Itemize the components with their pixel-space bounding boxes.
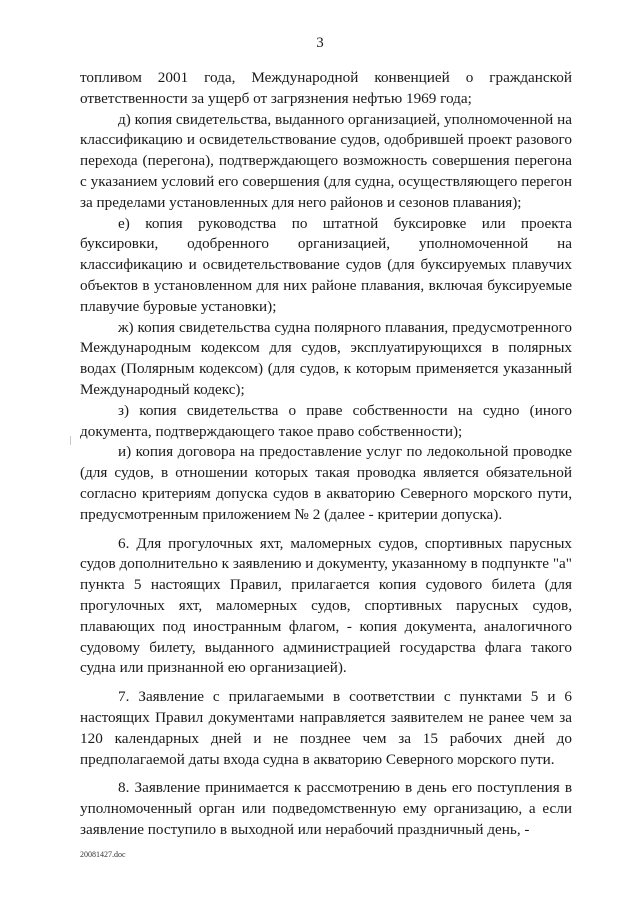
paragraph-section-7: 7. Заявление с прилагаемыми в соответствии с пунктами 5 и 6 настоящих Правил документами направляется заявителем не ранее чем за 120 календарных дней и не позднее чем за 15 рабочих дней до предполагаемой даты входа судна в акваторию Северного морского пути.: [80, 688, 572, 768]
margin-mark: [70, 436, 71, 445]
paragraph-section-6: 6. Для прогулочных яхт, маломерных судов, спортивных парусных судов дополнительно к заявлению и документу, указанному в подпункте "а" пункта 5 настоящих Правил, прилагается копия судового билета (для прогулочных яхт, маломерных судов, спортивных парусных судов, плавающих под иностранным флагом, - копия документа, аналогичного судовому билету, выданного администрацией государства флага такого судна или признанной ею организацией).: [80, 534, 572, 677]
paragraph-item-d: д) копия свидетельства, выданного организацией, уполномоченной на классификацию и освидетельствование судов, одобрившей проект разового перехода (перегона), подтверждающего возможность совершения перегона с указанием условий его совершения (для судна, осуществляющего перегон за пределами установленных для него районов и сезонов плавания);: [80, 110, 572, 211]
paragraph-continuation: топливом 2001 года, Международной конвенцией о гражданской ответственности за ущерб от загрязнения нефтью 1969 года;: [80, 69, 572, 107]
document-body: [80, 68, 572, 841]
paragraph-item-i: и) копия договора на предоставление услуг по ледокольной проводке (для судов, в отношении которых такая проводка является обязательной согласно критериям допуска судов в акваторию Северного морского пути, предусмотренным приложением № 2 (далее - критерии допуска).: [80, 443, 572, 523]
footer-filename: 20081427.doc: [80, 850, 126, 859]
paragraph-item-z: з) копия свидетельства о праве собственности на судно (иного документа, подтверждающего такое право собственности);: [80, 401, 572, 440]
page-number: 3: [316, 35, 324, 51]
paragraph-item-zh: ж) копия свидетельства судна полярного плавания, предусмотренного Международным кодексом для судов, эксплуатирующихся в полярных водах (Полярным кодексом) (для судов, к которым применяется указанный Международный кодекс);: [80, 318, 572, 398]
paragraph-section-8: 8. Заявление принимается к рассмотрению в день его поступления в уполномоченный орган или подведомственную ему организацию, а если заявление поступило в выходной или нерабочий праздничный день, -: [80, 779, 572, 838]
paragraph-item-e: е) копия руководства по штатной буксировке или проекта буксировки, одобренного организацией, уполномоченной на классификацию и освидетельствование судов (для буксируемых плавучих объектов в установленном для них районе плавания, включая буксируемые плавучие буровые установки);: [80, 214, 572, 315]
